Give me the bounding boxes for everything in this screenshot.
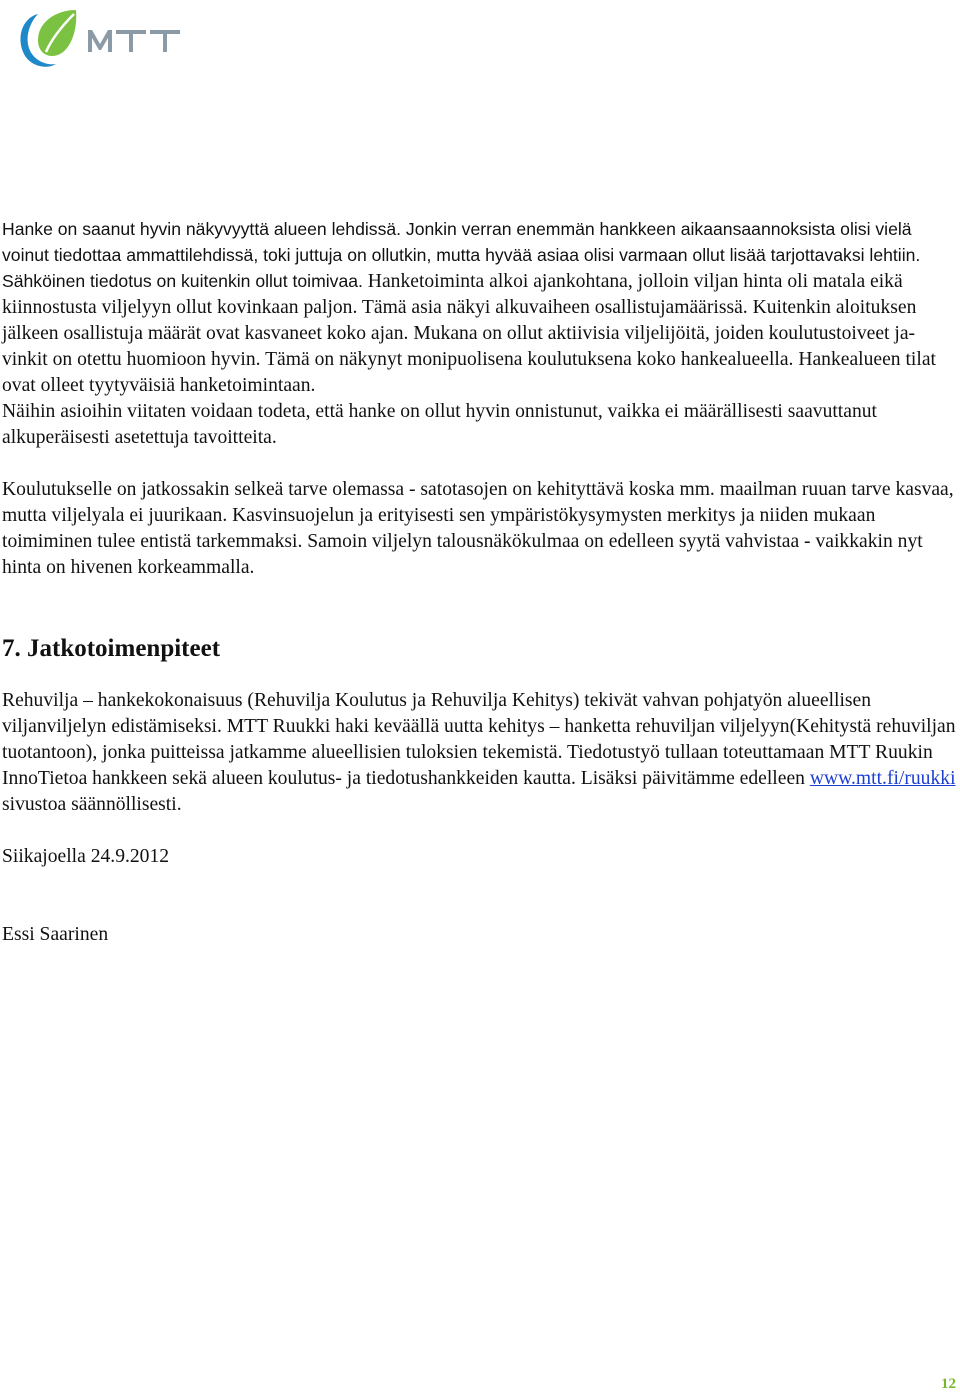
paragraph-visibility xyxy=(2,216,958,451)
mtt-logo-graphic xyxy=(16,4,196,74)
mtt-logo xyxy=(16,4,196,74)
paragraph-visibility-serif-part: Hanketoiminta alkoi ajankohtana, jolloin viljan hinta oli matala eikä kiinnostusta viljelyyn ollut kovinkaan paljon. Tämä asia näkyi alkuvaiheen osallistujamäärissä. Kuitenkin aloituksen jälkeen osallistuja määrät ovat kasvaneet koko ajan. Mukana on ollut aktiivisia viljelijöitä, joiden koulutustoiveet ja- vinkit on otettu huomioon hyvin. Tämä on näkynyt monipuolisena koulutuksena koko hankealueella. Hankealueen tilat ovat olleet tyytyväisiä hanketoimintaan. xyxy=(2,271,936,396)
paragraph-training-need: Koulutukselle on jatkossakin selkeä tarve olemassa - satotasojen on kehityttävä koska mm. maailman ruuan tarve kasvaa, mutta viljelyala ei juurikaan. Kasvinsuojelun ja erityisesti sen ympäristökysymysten merkitys ja niiden mukaan toimiminen tulee entistä tarkemmaksi. Samoin viljelyn talousnäkökulmaa on edelleen syytä vahvistaa - vaikkakin nyt hinta on hivenen korkeammalla. xyxy=(2,479,954,578)
next-steps-text-end: sivustoa säännöllisesti. xyxy=(2,794,182,815)
section-heading: 7. Jatkotoimenpiteet xyxy=(2,635,221,662)
page-number: 12 xyxy=(941,1376,956,1392)
mtt-ruukki-link[interactable]: www.mtt.fi/ruukki xyxy=(809,768,956,789)
signer-name: Essi Saarinen xyxy=(2,924,109,945)
document-body xyxy=(2,189,958,948)
place-date: Siikajoella 24.9.2012 xyxy=(2,846,170,867)
paragraph-conclusion: Näihin asioihin viitaten voidaan todeta, että hanke on ollut hyvin onnistunut, vaikka ei määrällisesti saavuttanut alkuperäisesti asetettuja tavoitteita. xyxy=(2,401,877,448)
paragraph-next-steps xyxy=(2,688,958,818)
next-steps-text: Rehuvilja – hankekokonaisuus (Rehuvilja Koulutus ja Rehuvilja Kehitys) tekivät vahvan pohjatyön alueellisen viljanviljelyn edistämiseksi. MTT Ruukki haki keväällä uutta kehitys – hanketta rehuviljan viljelyyn(Kehitystä rehuviljan tuotantoon), jonka puitteissa jatkamme alueellisien tuloksien tekemistä. Tiedotustyö tullaan toteuttamaan MTT Ruukin InnoTietoa hankkeen sekä alueen koulutus- ja tiedotushankkeiden kautta. Lisäksi päivitämme edelleen xyxy=(2,690,956,789)
paragraph-visibility-sans-part: Hanke on saanut hyvin näkyvyyttä alueen lehdissä. Jonkin verran enemmän hankkeen aikaansaannoksista olisi vielä voinut tiedottaa ammattilehdissä, toki juttuja on ollutkin, mutta hyvää asiaa olisi varmaan ollut lisää tarjottavaksi lehtiin. Sähköinen tiedotus on kuitenkin ollut toimivaa. xyxy=(2,219,921,291)
